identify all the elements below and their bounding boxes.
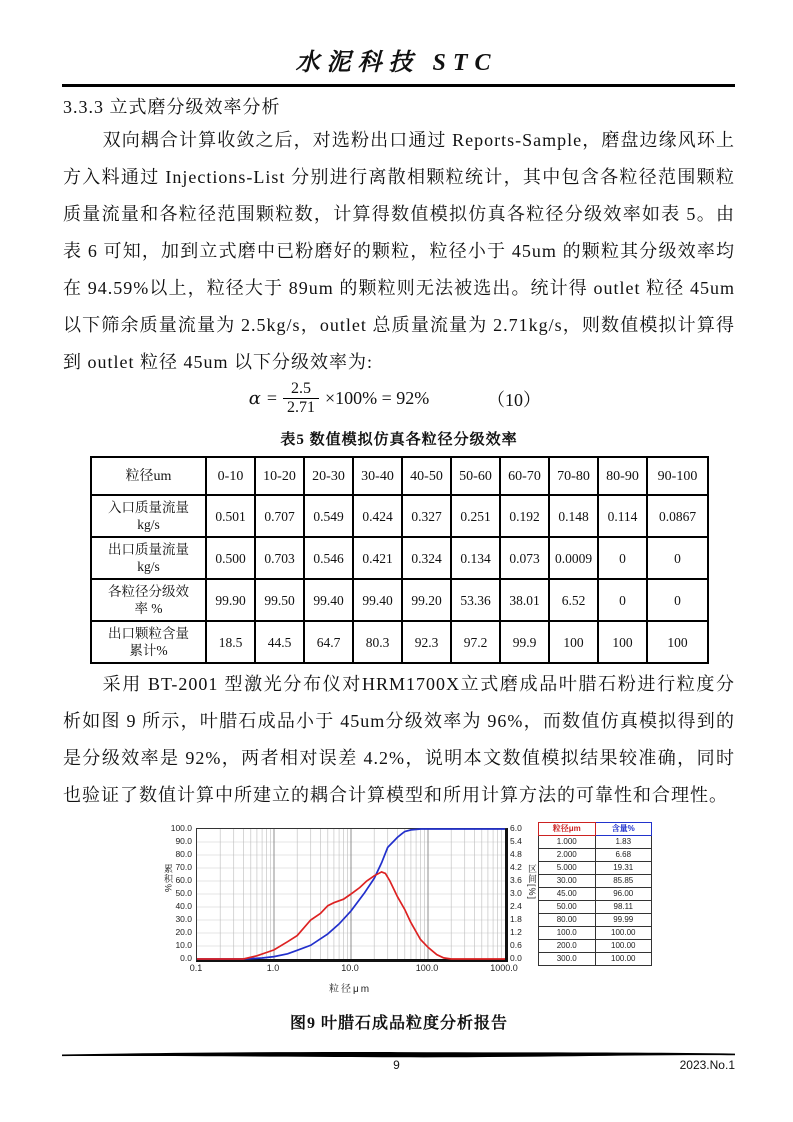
side-table-cell: 100.00 [595, 927, 652, 940]
y-tick-right: 4.8 [510, 849, 522, 859]
side-table-cell: 30.00 [539, 875, 596, 888]
fraction-denominator: 2.71 [283, 398, 319, 417]
side-table-cell: 100.00 [595, 953, 652, 966]
table-header-cell: 粒径um [91, 457, 206, 495]
journal-title: 水泥科技 STC [295, 50, 498, 76]
table-cell: 0.546 [304, 537, 353, 579]
side-table-cell: 45.00 [539, 888, 596, 901]
y-tick-right: 4.2 [510, 862, 522, 872]
table-header-cell: 10-20 [255, 457, 304, 495]
table5-wrap [90, 456, 709, 664]
y-tick-left: 70.0 [175, 862, 192, 872]
side-table-cell: 80.00 [539, 914, 596, 927]
y-tick-left: 60.0 [175, 875, 192, 885]
side-table-row [539, 849, 652, 862]
y-tick-right: 3.0 [510, 888, 522, 898]
equals-sign: = [266, 387, 277, 408]
table-cell: 99.9 [500, 621, 549, 663]
table-row-label: 出口颗粒含量 累计% [91, 621, 206, 663]
side-table-cell: 200.0 [539, 940, 596, 953]
table-cell: 0.703 [255, 537, 304, 579]
table-cell: 0.134 [451, 537, 500, 579]
y-tick-right: 5.4 [510, 836, 522, 846]
table-row-label: 出口质量流量 kg/s [91, 537, 206, 579]
figure-chart [160, 820, 665, 1012]
table-row [91, 537, 708, 579]
table-header-cell: 60-70 [500, 457, 549, 495]
x-tick: 1000.0 [490, 963, 518, 973]
table-cell: 18.5 [206, 621, 255, 663]
table-cell: 0 [647, 537, 708, 579]
table-cell: 99.20 [402, 579, 451, 621]
table-row-label: 入口质量流量 kg/s [91, 495, 206, 537]
table-cell: 99.50 [255, 579, 304, 621]
table-cell: 99.40 [304, 579, 353, 621]
table-cell: 0.549 [304, 495, 353, 537]
table-cell: 0.192 [500, 495, 549, 537]
table-header-row [91, 457, 708, 495]
side-table-cell: 300.0 [539, 953, 596, 966]
side-table-cell: 100.0 [539, 927, 596, 940]
alpha-symbol: α [248, 387, 261, 409]
y-tick-left: 90.0 [175, 836, 192, 846]
classification-table [90, 456, 709, 664]
side-table-cell: 99.99 [595, 914, 652, 927]
side-table-cell: 6.68 [595, 849, 652, 862]
side-table-cell: 98.11 [595, 901, 652, 914]
table-header-cell: 40-50 [402, 457, 451, 495]
table-cell: 53.36 [451, 579, 500, 621]
y-tick-right: 0.0 [510, 953, 522, 963]
y-tick-left: 30.0 [175, 914, 192, 924]
table-row-label: 各粒径分级效 率 % [91, 579, 206, 621]
equation-10 [63, 372, 735, 424]
table-cell: 100 [598, 621, 647, 663]
table-cell: 0.707 [255, 495, 304, 537]
side-table-cell: 1.000 [539, 836, 596, 849]
table-cell: 0.421 [353, 537, 402, 579]
equation-body [3, 372, 675, 424]
table-cell: 0.114 [598, 495, 647, 537]
side-table-header-cell: 粒径μm [539, 823, 596, 836]
side-table-row [539, 953, 652, 966]
section-heading: 3.3.3 立式磨分级效率分析 [63, 97, 281, 117]
table-cell: 0.251 [451, 495, 500, 537]
header-rule [62, 84, 735, 87]
side-table-row [539, 940, 652, 953]
table-cell: 92.3 [402, 621, 451, 663]
paragraph-1: 双向耦合计算收敛之后，对选粉出口通过 Reports-Sample，磨盘边缘风环上方入料通过 Injections-List 分别进行离散相颗粒统计，其中包含各粒径范围颗粒质量流量和各粒径范围颗粒数，计算得数值模拟仿真各粒径分级效率如表 5。由表 6 可知，加到立式磨中已粉磨好的颗粒，粒径小于 45um 的颗粒其分级效率均在 94.59%以上，粒径大于 89um 的颗粒则无法被选出。统计得 outlet 粒径 45um 以下筛余质量流量为 2.5kg/s，outlet 总质量流量为 2.71kg/s，则数值模拟计算得到 outlet 粒径 45um 以下分级效率为: [63, 130, 735, 372]
side-table-header-cell: 含量% [595, 823, 652, 836]
fraction [283, 380, 319, 417]
fraction-numerator: 2.5 [291, 379, 311, 397]
side-table-row [539, 862, 652, 875]
page-number: 9 [393, 1058, 400, 1072]
y-tick-left: 0.0 [180, 953, 192, 963]
table-cell: 0.073 [500, 537, 549, 579]
table-row [91, 579, 708, 621]
table-cell: 0.424 [353, 495, 402, 537]
equation-number: （10） [487, 390, 541, 410]
y-axis-right-label: 区间[%] [527, 864, 537, 901]
table-cell: 64.7 [304, 621, 353, 663]
side-table-cell: 5.000 [539, 862, 596, 875]
table-cell: 0.324 [402, 537, 451, 579]
table-cell: 0.500 [206, 537, 255, 579]
equation-rhs: ×100% = 92% [325, 387, 430, 408]
side-table-row [539, 836, 652, 849]
side-table-row [539, 914, 652, 927]
particle-size-side-table [538, 822, 652, 966]
y-tick-left: 80.0 [175, 849, 192, 859]
table-header-cell: 30-40 [353, 457, 402, 495]
table-header-cell: 20-30 [304, 457, 353, 495]
table-cell: 99.40 [353, 579, 402, 621]
side-table-cell: 100.00 [595, 940, 652, 953]
side-table-cell: 19.31 [595, 862, 652, 875]
y-tick-right: 2.4 [510, 901, 522, 911]
y-tick-left: 100.0 [170, 823, 192, 833]
x-tick: 100.0 [415, 963, 439, 973]
y-axis-left-label: 累积% [163, 864, 173, 894]
x-tick: 1.0 [266, 963, 280, 973]
table-cell: 38.01 [500, 579, 549, 621]
side-table-row [539, 927, 652, 940]
side-table-header-row [539, 823, 652, 836]
y-tick-left: 40.0 [175, 901, 192, 911]
y-tick-right: 1.8 [510, 914, 522, 924]
y-tick-left: 20.0 [175, 927, 192, 937]
paragraph-2: 采用 BT-2001 型激光分布仪对HRM1700X立式磨成品叶腊石粉进行粒度分析如图 9 所示，叶腊石成品小于 45um分级效率为 96%，而数值仿真模拟得到的是分级效率是 92%，两者相对误差 4.2%，说明本文数值模拟结果较准确，同时也验证了数值计算中所建立的耦合计算模型和所用计算方法的可靠性和合理性。 [63, 674, 735, 805]
table-row [91, 621, 708, 663]
x-axis-label: 粒径μm [328, 984, 372, 995]
side-table-row [539, 875, 652, 888]
table-cell: 99.90 [206, 579, 255, 621]
side-table-row [539, 888, 652, 901]
table-header-cell: 70-80 [549, 457, 598, 495]
y-tick-left: 50.0 [175, 888, 192, 898]
side-table-cell: 96.00 [595, 888, 652, 901]
table5-caption: 表5 数值模拟仿真各粒径分级效率 [280, 432, 518, 448]
table-cell: 6.52 [549, 579, 598, 621]
table-header-cell: 50-60 [451, 457, 500, 495]
table-cell: 44.5 [255, 621, 304, 663]
y-tick-right: 3.6 [510, 875, 522, 885]
side-table-row [539, 901, 652, 914]
table-header-cell: 0-10 [206, 457, 255, 495]
y-tick-left: 10.0 [175, 940, 192, 950]
y-tick-right: 0.6 [510, 940, 522, 950]
table-header-cell: 80-90 [598, 457, 647, 495]
x-tick: 10.0 [341, 963, 359, 973]
table-cell: 0.327 [402, 495, 451, 537]
table-cell: 100 [549, 621, 598, 663]
issue-label: 2023.No.1 [679, 1058, 735, 1072]
y-tick-right: 6.0 [510, 823, 522, 833]
table-cell: 0 [647, 579, 708, 621]
x-tick: 0.1 [189, 963, 203, 973]
y-tick-right: 1.2 [510, 927, 522, 937]
table-cell: 0.148 [549, 495, 598, 537]
table-cell: 97.2 [451, 621, 500, 663]
table-cell: 80.3 [353, 621, 402, 663]
side-table-cell: 50.00 [539, 901, 596, 914]
chart-plot [196, 828, 508, 962]
table-header-cell: 90-100 [647, 457, 708, 495]
table-cell: 0 [598, 537, 647, 579]
side-table-cell: 85.85 [595, 875, 652, 888]
table-cell: 0.501 [206, 495, 255, 537]
side-table-cell: 2.000 [539, 849, 596, 862]
particle-size-side-table-wrap [538, 822, 652, 966]
table-cell: 0.0867 [647, 495, 708, 537]
figure-caption: 图9 叶腊石成品粒度分析报告 [289, 1015, 508, 1032]
table-row [91, 495, 708, 537]
table-cell: 100 [647, 621, 708, 663]
side-table-cell: 1.83 [595, 836, 652, 849]
table-cell: 0.0009 [549, 537, 598, 579]
table-cell: 0 [598, 579, 647, 621]
